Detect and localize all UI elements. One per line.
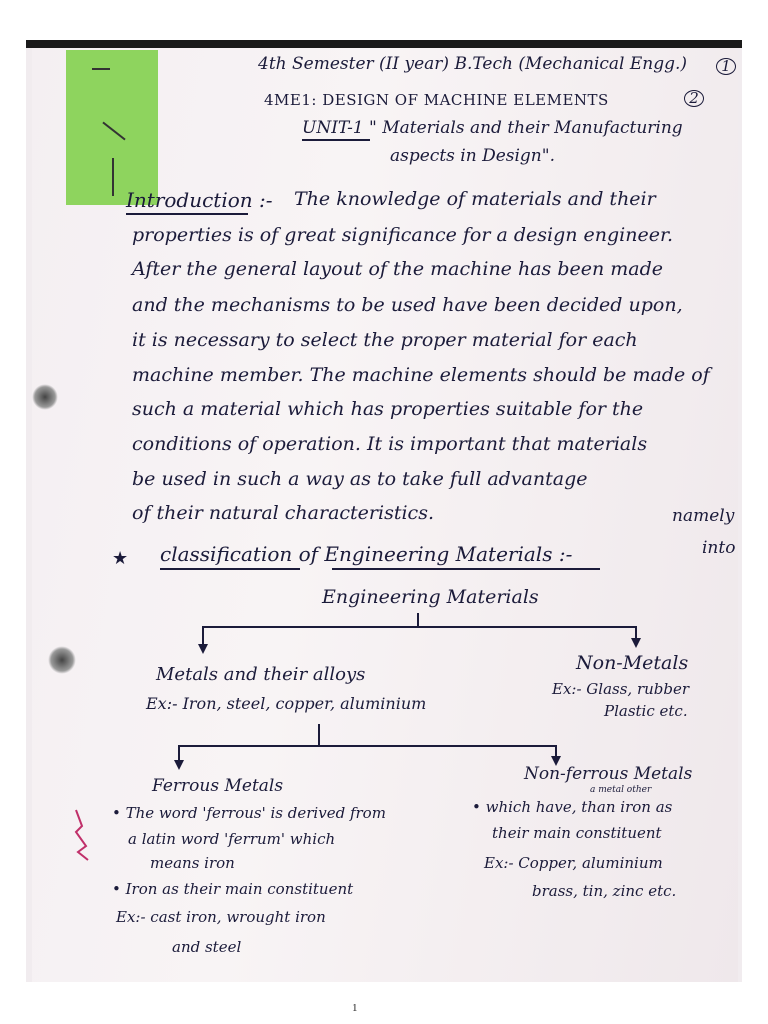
intro-line-4: and the mechanisms to be used have been decided upon, <box>132 294 683 316</box>
margin-scribble <box>72 806 94 864</box>
arrow-ferrous <box>174 760 184 770</box>
ferrous-point-1: • The word 'ferrous' is derived from <box>112 804 386 822</box>
metals-label: Metals and their alloys <box>156 664 366 685</box>
non-ferrous-point-3: Ex:- Copper, aluminium <box>484 854 663 872</box>
intro-line-6: machine member. The machine elements should be made of <box>132 364 710 386</box>
non-metals-label: Non-Metals <box>576 652 689 674</box>
classification-heading: classification of Engineering Materials :- <box>160 542 573 566</box>
branch-horizontal-2 <box>178 745 556 747</box>
punch-hole-top <box>32 384 58 410</box>
star-bullet: ★ <box>112 548 129 569</box>
root-stem <box>417 613 419 627</box>
non-metals-example-2: Plastic etc. <box>604 702 688 720</box>
ferrous-point-2: a latin word 'ferrum' which <box>128 830 336 848</box>
margin-note-namely: namely <box>672 506 735 526</box>
circled-mark-2: 2 <box>684 90 704 107</box>
classification-underline-2 <box>332 568 600 570</box>
non-ferrous-point-4: brass, tin, zinc etc. <box>532 882 677 900</box>
intro-line-2: properties is of great significance for a design engineer. <box>132 224 674 246</box>
intro-line-3: After the general layout of the machine has been made <box>132 258 663 280</box>
course-title: 4ME1: DESIGN OF MACHINE ELEMENTS <box>264 91 609 109</box>
non-ferrous-label: Non-ferrous Metals <box>524 764 693 784</box>
non-ferrous-small-note: a metal other <box>590 785 652 795</box>
metals-example: Ex:- Iron, steel, copper, aluminium <box>146 694 427 713</box>
classification-underline-1 <box>160 568 300 570</box>
semester-line: 4th Semester (II year) B.Tech (Mechanical Engg.) <box>258 54 688 74</box>
intro-line-5: it is necessary to select the proper material for each <box>132 329 638 351</box>
unit-title: UNIT-1 " Materials and their Manufacturing <box>302 118 683 138</box>
ferrous-label: Ferrous Metals <box>152 776 284 796</box>
tree-root: Engineering Materials <box>322 586 539 608</box>
page-number: 1 <box>352 1002 358 1014</box>
page-photo <box>26 40 742 982</box>
non-ferrous-point-1: • which have, than iron as <box>472 798 673 816</box>
non-ferrous-point-2: their main constituent <box>492 824 662 842</box>
handwritten-page <box>32 48 738 982</box>
metals-stem <box>318 724 320 746</box>
branch-horizontal-1 <box>202 626 636 628</box>
ferrous-point-5: Ex:- cast iron, wrought iron <box>116 908 326 926</box>
margin-note-into: into <box>702 538 736 558</box>
intro-line-8: conditions of operation. It is important that materials <box>132 433 648 455</box>
unit-underline <box>302 139 370 141</box>
unit-title-continued: aspects in Design". <box>390 146 555 166</box>
intro-line-1: The knowledge of materials and their <box>294 188 656 210</box>
intro-heading: Introduction :- <box>126 188 273 212</box>
intro-line-10: of their natural characteristics. <box>132 502 434 524</box>
arrow-metals <box>198 644 208 654</box>
intro-line-7: such a material which has properties suitable for the <box>132 398 644 420</box>
punch-hole-bottom <box>48 646 76 674</box>
ferrous-point-6: and steel <box>172 938 242 956</box>
ferrous-point-3: means iron <box>150 854 235 872</box>
sticky-note <box>66 50 158 205</box>
circled-mark-1: 1 <box>716 58 736 75</box>
non-metals-example-1: Ex:- Glass, rubber <box>552 680 690 698</box>
arrow-non-metals <box>631 638 641 648</box>
intro-line-9: be used in such a way as to take full advantage <box>132 468 588 490</box>
intro-underline <box>126 213 248 215</box>
ferrous-point-4: • Iron as their main constituent <box>112 880 354 898</box>
